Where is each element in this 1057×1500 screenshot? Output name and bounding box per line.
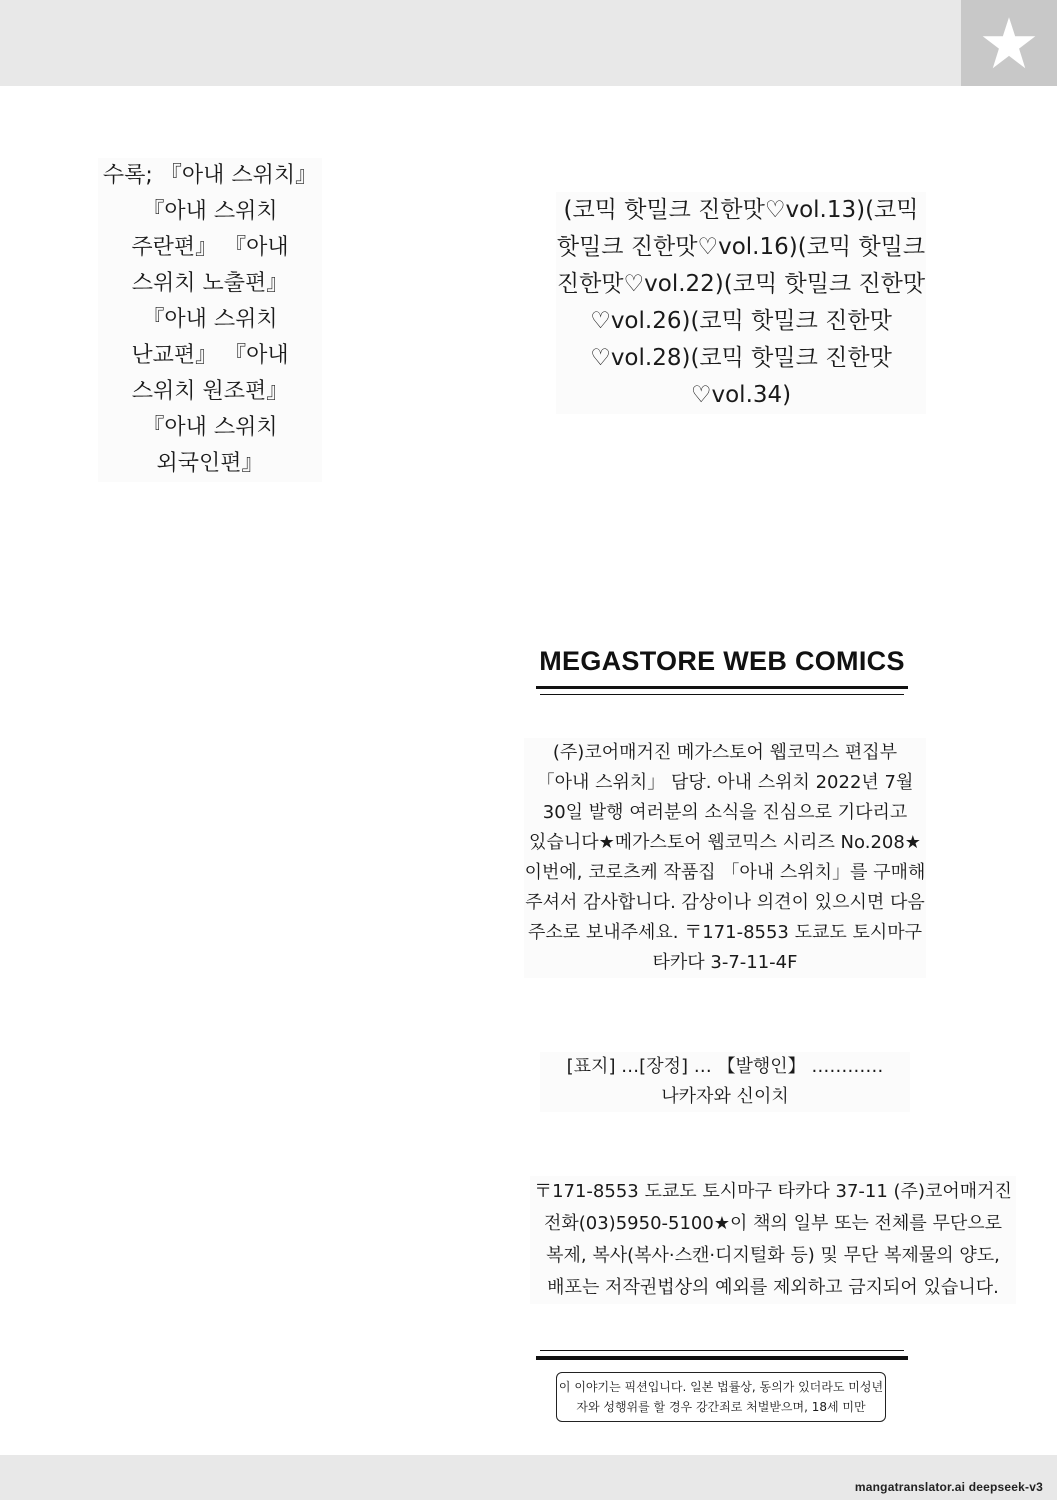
staff-credits: [표지] …[장정] … 【발행인】 …………나카자와 신이치 (540, 1052, 910, 1112)
contents-note: 수록; 『아내 스위치』 『아내 스위치 주란편』 『아내 스위치 노출편』 『아내 스위치 난교편』 『아내 스위치 원조편』 『아내 스위치 외국인편』 (98, 158, 322, 482)
star-icon (981, 15, 1037, 71)
divider-thick (536, 686, 908, 689)
series-title: MEGASTORE WEB COMICS (539, 646, 905, 676)
serialization-note: (코믹 핫밀크 진한맛♡vol.13)(코믹 핫밀크 진한맛♡vol.16)(코믹 핫밀크 진한맛♡vol.22)(코믹 핫밀크 진한맛♡vol.26)(코믹 핫밀크 진한맛♡vol.28)(코믹 핫밀크 진한맛♡vol.34) (556, 192, 926, 414)
divider-thin (540, 694, 904, 695)
publisher-info: 〒171-8553 도쿄도 토시마구 타카다 37-11 (주)코어매거진 전화(03)5950-5100★이 책의 일부 또는 전체를 무단으로 복제, 복사(복사·스캔·디지털화 등) 및 무단 복제물의 양도, 배포는 저작권법상의 예외를 제외하고 금지되어 있습니다. (530, 1176, 1016, 1304)
star-badge (961, 0, 1057, 86)
watermark: mangatranslator.ai deepseek-v3 (854, 1480, 1043, 1494)
editorial-note: (주)코어매거진 메가스토어 웹코믹스 편집부 「아내 스위치」 담당. 아내 스위치 2022년 7월 30일 발행 여러분의 소식을 진심으로 기다리고 있습니다★메가스토어 웹코믹스 시리즈 No.208★이번에, 코로츠케 작품집 「아내 스위치」를 구매해 주셔서 감사합니다. 감상이나 의견이 있으시면 다음 주소로 보내주세요. 〒171-8553 도쿄도 토시마구 타카다 3-7-11-4F (524, 738, 926, 978)
divider-thick (536, 1356, 908, 1360)
header-band (0, 0, 1057, 86)
fiction-notice: 이 이야기는 픽션입니다. 일본 법률상, 동의가 있더라도 미성년자와 성행위를 할 경우 강간죄로 처벌받으며, 18세 미만 (556, 1372, 886, 1422)
divider-thin (540, 1350, 904, 1351)
